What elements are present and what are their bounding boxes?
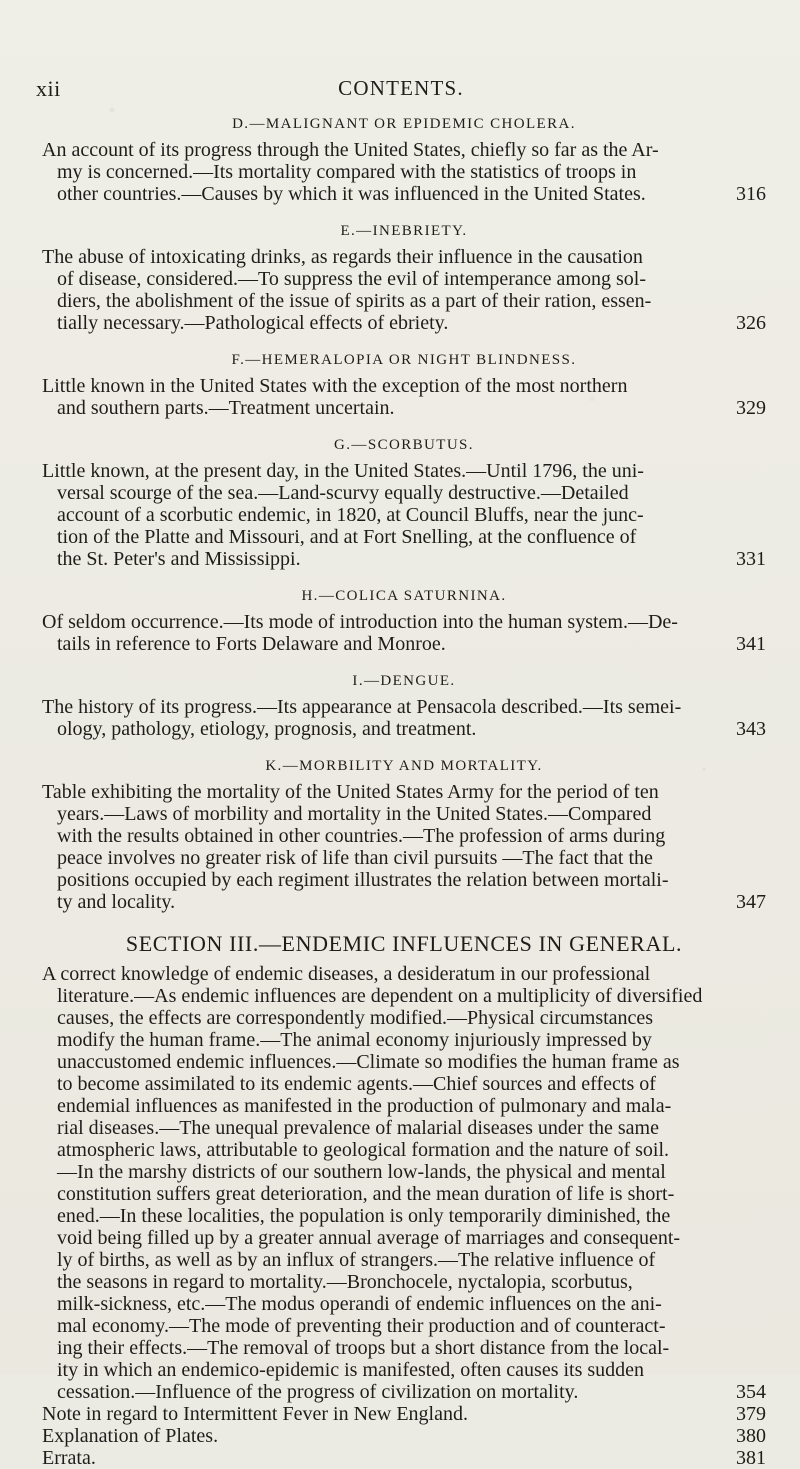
entry-line: [42, 1403, 766, 1425]
page-ref: 380: [736, 1425, 766, 1447]
page-ref: 379: [736, 1403, 766, 1425]
entry-line: The history of its progress.—Its appearance at Pensacola described.—Its semei-: [42, 696, 682, 718]
entry-text: cessation.—Influence of the progress of civilization on mortality.: [57, 1381, 579, 1403]
entry-line: void being filled up by a greater annual average of marriages and consequent-: [57, 1227, 681, 1249]
entry-scorbutus: [42, 460, 766, 570]
page-ref: 341: [736, 633, 766, 655]
entry-line: with the results obtained in other countries.—The profession of arms during: [57, 825, 666, 847]
entry-line: tion of the Platte and Missouri, and at Fort Snelling, at the confluence of: [57, 526, 637, 548]
entry-line: Table exhibiting the mortality of the United States Army for the period of ten: [42, 781, 659, 803]
entry-line: [42, 397, 766, 419]
entry-line: the seasons in regard to mortality.—Bronchocele, nyctalopia, scorbutus,: [57, 1271, 633, 1293]
entry-cholera: [42, 139, 766, 205]
page-header: [36, 76, 766, 104]
entry-hemeralopia: [42, 375, 766, 419]
entry-line: ity in which an endemico-epidemic is manifested, often causes its sudden: [57, 1359, 645, 1381]
entry-colica: [42, 611, 766, 655]
entry-line: atmospheric laws, attributable to geological formation and the nature of soil.: [57, 1139, 670, 1161]
section-heading-inebriety: E.—INEBRIETY.: [340, 223, 468, 239]
entry-line: milk-sickness, etc.—The modus operandi of endemic influences on the ani-: [57, 1293, 662, 1315]
entry-line: Little known, at the present day, in the United States.—Until 1796, the uni-: [42, 460, 644, 482]
entry-line: positions occupied by each regiment illustrates the relation between mortali-: [57, 869, 669, 891]
page-number: xii: [36, 76, 61, 101]
entry-line: Little known in the United States with the exception of the most northern: [42, 375, 628, 397]
entry-morbility: [42, 781, 766, 913]
entry-line: modify the human frame.—The animal economy injuriously impressed by: [57, 1029, 652, 1051]
entry-line: [42, 718, 766, 740]
entry-line: [42, 312, 766, 334]
entry-text: the St. Peter's and Mississippi.: [57, 548, 301, 570]
tail-entries: [42, 1403, 766, 1469]
entry-line: Of seldom occurrence.—Its mode of introduction into the human system.—De-: [42, 611, 678, 633]
entry-line: mal economy.—The mode of preventing their production and of counteract-: [57, 1315, 666, 1337]
entry-line: constitution suffers great deterioration, and the mean duration of life is short-: [57, 1183, 675, 1205]
entry-line: —In the marshy districts of our southern low-lands, the physical and mental: [57, 1161, 666, 1183]
section-heading-colica: H.—COLICA SATURNINA.: [301, 588, 507, 604]
entry-line: [42, 1447, 766, 1469]
entry-text: and southern parts.—Treatment uncertain.: [57, 397, 395, 419]
section-heading-cholera: D.—MALIGNANT OR EPIDEMIC CHOLERA.: [232, 116, 576, 132]
entry-line: ened.—In these localities, the population is only temporarily diminished, the: [57, 1205, 671, 1227]
entry-line: An account of its progress through the United States, chiefly so far as the Ar-: [42, 139, 659, 161]
page-ref: 329: [736, 397, 766, 419]
entry-text: ology, pathology, etiology, prognosis, and treatment.: [57, 718, 477, 740]
entry-line: endemial influences as manifested in the production of pulmonary and mala-: [57, 1095, 672, 1117]
entry-line: causes, the effects are correspondently modified.—Physical circumstances: [57, 1007, 654, 1029]
section-heading-morbility: K.—MORBILITY AND MORTALITY.: [265, 758, 543, 774]
entry-line: diers, the abolishment of the issue of spirits as a part of their ration, essen-: [57, 290, 652, 312]
page-ref: 381: [736, 1447, 766, 1469]
entry-line: years.—Laws of morbility and mortality in the United States.—Compared: [57, 803, 652, 825]
entry-line: peace involves no greater risk of life than civil pursuits —The fact that the: [57, 847, 653, 869]
entry-line: [42, 183, 766, 205]
entry-line: unaccustomed endemic influences.—Climate so modifies the human frame as: [57, 1051, 680, 1073]
entry-line: my is concerned.—Its mortality compared with the statistics of troops in: [57, 161, 637, 183]
page-ref: 331: [736, 548, 766, 570]
page-ref: 316: [736, 183, 766, 205]
section-heading-hemeralopia: F.—HEMERALOPIA OR NIGHT BLINDNESS.: [231, 352, 577, 368]
section-iii-heading: SECTION III.—ENDEMIC INFLUENCES IN GENERAL.: [125, 931, 683, 956]
page-ref: 347: [736, 891, 766, 913]
entry-dengue: [42, 696, 766, 740]
entry-line: A correct knowledge of endemic diseases, a desideratum in our professional: [42, 963, 651, 985]
entry-text: Explanation of Plates.: [42, 1425, 219, 1447]
entry-line: of disease, considered.—To suppress the evil of intemperance among sol-: [57, 268, 646, 290]
entry-text: other countries.—Causes by which it was influenced in the United States.: [57, 183, 646, 205]
entry-inebriety: [42, 246, 766, 334]
entry-line: [42, 1381, 766, 1403]
entry-text: tails in reference to Forts Delaware and Monroe.: [57, 633, 446, 655]
entry-line: [42, 1425, 766, 1447]
entry-line: The abuse of intoxicating drinks, as regards their influence in the causation: [42, 246, 643, 268]
entry-section-iii: [42, 963, 766, 1403]
entry-line: [42, 633, 766, 655]
entry-line: account of a scorbutic endemic, in 1820, at Council Bluffs, near the junc-: [57, 504, 644, 526]
entry-line: ing their effects.—The removal of troops but a short distance from the local-: [57, 1337, 670, 1359]
entry-text: Note in regard to Intermittent Fever in New England.: [42, 1403, 468, 1425]
entry-line: literature.—As endemic influences are dependent on a multiplicity of diversified: [57, 985, 703, 1007]
entry-line: [42, 891, 766, 913]
entry-text: tially necessary.—Pathological effects of ebriety.: [57, 312, 449, 334]
page-title: CONTENTS.: [338, 76, 464, 100]
contents-list: [42, 116, 766, 1469]
entry-text: ty and locality.: [57, 891, 176, 913]
entry-line: [42, 548, 766, 570]
section-heading-scorbutus: G.—SCORBUTUS.: [334, 437, 474, 453]
page-ref: 343: [736, 718, 766, 740]
entry-text: Errata.: [42, 1447, 96, 1469]
entry-line: ly of births, as well as by an influx of strangers.—The relative influence of: [57, 1249, 656, 1271]
page-ref: 326: [736, 312, 766, 334]
entry-line: versal scourge of the sea.—Land-scurvy equally destructive.—Detailed: [57, 482, 629, 504]
entry-line: to become assimilated to its endemic agents.—Chief sources and effects of: [57, 1073, 656, 1095]
page-ref: 354: [736, 1381, 766, 1403]
entry-line: rial diseases.—The unequal prevalence of malarial diseases under the same: [57, 1117, 659, 1139]
section-heading-dengue: I.—DENGUE.: [352, 673, 456, 689]
